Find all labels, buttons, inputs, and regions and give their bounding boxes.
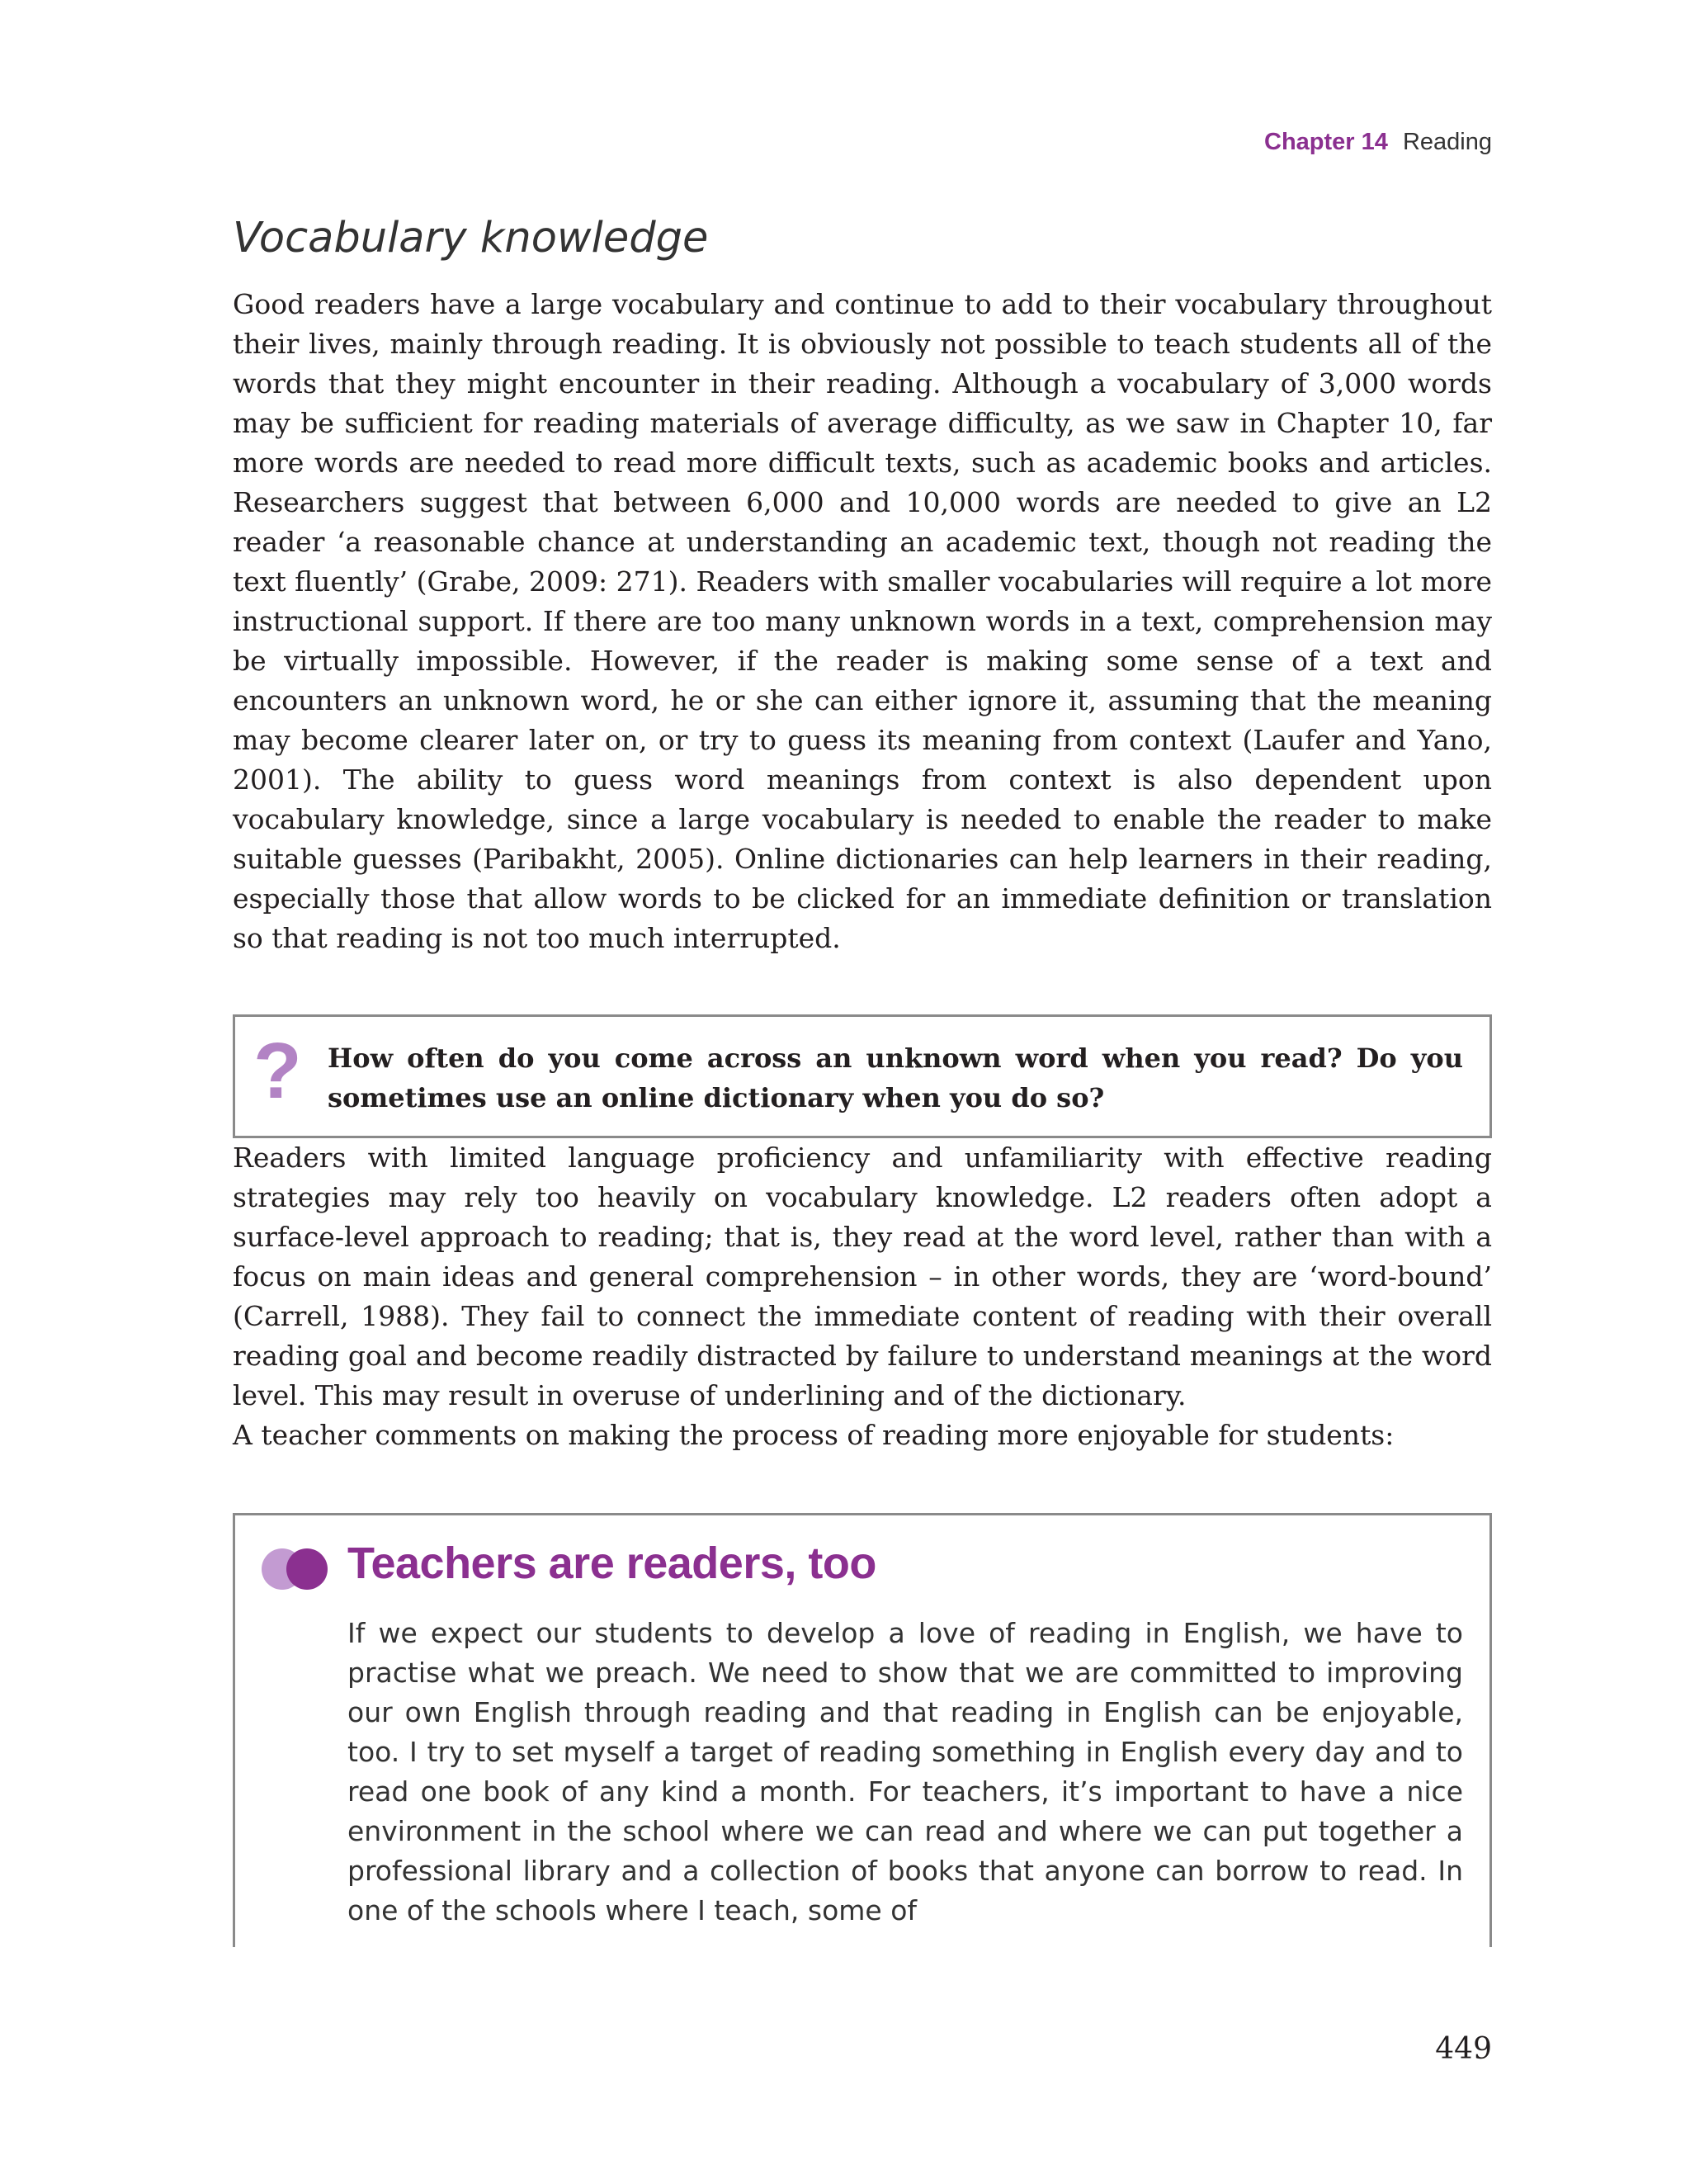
reflection-question-text: How often do you come across an unknown word when you read? Do you sometimes use an online dictionary when you do so? [328, 1042, 1463, 1114]
reflection-question-box [233, 1014, 1492, 1138]
body-paragraph-3: A teacher comments on making the process of reading more enjoyable for students: [233, 1419, 1395, 1452]
teacher-voice-icon [262, 1547, 331, 1591]
running-head-title: Reading [1402, 129, 1492, 155]
running-head [1264, 129, 1492, 156]
teacher-voice-title: Teachers are readers, too [347, 1539, 876, 1589]
body-paragraph-1: Good readers have a large vocabulary and continue to add to their vocabulary throughout their lives, mainly through reading. It is obviously not possible to teach students all of the words that they might encounter in their reading. Although a vocabulary of 3,000 words may be sufficient for reading materials of average difficulty, as we saw in Chapter 10, far more words are needed to read more difficult texts, such as academic books and articles. Researchers suggest that between 6,000 and 10,000 words are needed to give an L2 reader ‘a reasonable chance at understanding an academic text, though not reading the text fluently’ (Grabe, 2009: 271). Readers with smaller vocabularies will require a lot more instructional support. If there are too many unknown words in a text, comprehension may be virtually impossible. However, if the reader is making some sense of a text and encounters an unknown word, he or she can either ignore it, assuming that the meaning may become clearer later on, or try to guess its meaning from context (Laufer and Yano, 2001). The ability to guess word meanings from context is also dependent upon vocabulary knowledge, since a large vocabulary is needed to enable the reader to make suitable guesses (Paribakht, 2005). Online dictionaries can help learners in their reading, especially those that allow words to be clicked for an immediate definition or translation so that reading is not too much interrupted. [233, 288, 1492, 955]
page-number: 449 [1435, 2032, 1492, 2066]
question-mark-icon: ? [253, 1027, 302, 1116]
section-title: Vocabulary knowledge [233, 214, 709, 262]
page-content [233, 213, 1492, 1947]
running-head-chapter: Chapter 14 [1264, 129, 1388, 155]
voice-icon-circle-dark [286, 1548, 328, 1590]
body-paragraph-2: Readers with limited language proficiency and unfamiliarity with effective reading strategies may rely too heavily on vocabulary knowledge. L2 readers often adopt a surface-level approach to reading; that is, they read at the word level, rather than with a focus on main ideas and general comprehension – in other words, they are ‘word-bound’ (Carrell, 1988). They fail to connect the immediate content of reading with their overall reading goal and become readily distracted by failure to understand meanings at the word level. This may result in overuse of underlining and of the dictionary. [233, 1142, 1492, 1412]
teacher-voice-text: If we expect our students to develop a love of reading in English, we have to practise what we preach. We need to show that we are committed to improving our own English through reading and that reading in English can be enjoyable, too. I try to set myself a target of reading something in English every day and to read one book of any kind a month. For teachers, it’s important to have a nice environment in the school where we can read and where we can put together a professional library and a collection of books that anyone can borrow to read. In one of the schools where I teach, some of [347, 1616, 1463, 1926]
teacher-voice-box [233, 1513, 1492, 1947]
